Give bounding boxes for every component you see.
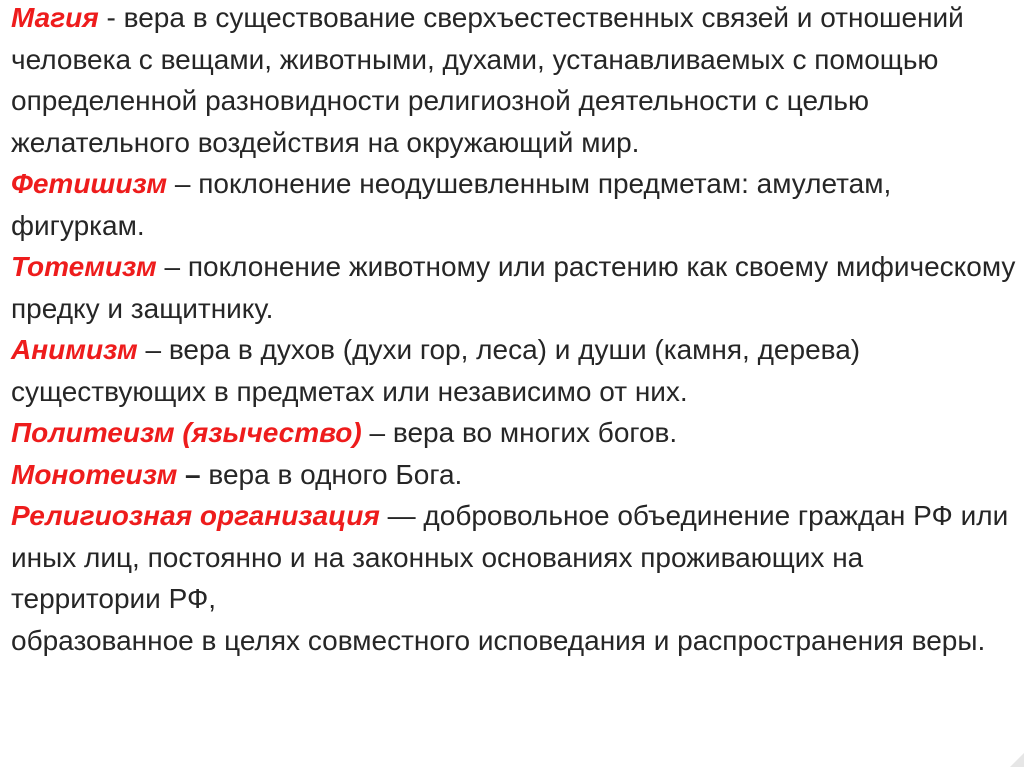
entry-religious-organization	[11, 495, 1016, 620]
term-fetishism: Фетишизм	[11, 168, 168, 199]
term-animism: Анимизм	[11, 334, 138, 365]
page-curl-corner	[1010, 753, 1024, 767]
term-polytheism: Политеизм (язычество)	[11, 417, 362, 448]
term-religious-organization: Религиозная организация	[11, 500, 380, 531]
entry-animism	[11, 329, 1016, 412]
definition-fetishism: поклонение неодушевленным предметам: амулетам, фигуркам.	[11, 168, 892, 241]
entry-magic	[11, 0, 1016, 163]
dash: —	[379, 500, 424, 531]
definition-totemism: поклонение животному или растению как своему мифическому предку и защитнику.	[11, 251, 1016, 324]
definition-polytheism: вера во многих богов.	[392, 417, 678, 448]
term-totemism: Тотемизм	[11, 251, 157, 282]
definition-animism: вера в духов (духи гор, леса) и души (камня, дерева) существующих в предметах или независимо от них.	[11, 334, 861, 407]
definition-magic: вера в существование сверхъестественных связей и отношений человека с вещами, животными, духами, устанавливаемых с помощью определенной разновидности религиозной деятельности с целью желательного воздействия на окружающий мир.	[11, 2, 964, 158]
definition-continuation: образованное в целях совместного исповедания и распространения веры.	[11, 624, 986, 656]
definition-monotheism: вера в одного Бога.	[208, 458, 463, 490]
definition-religious-organization: добровольное объединение граждан РФ или иных лиц, постоянно и на законных основаниях проживающих на территории РФ,	[11, 500, 1009, 614]
entry-monotheism	[11, 454, 1016, 496]
dash: –	[177, 458, 209, 490]
dash: –	[137, 334, 169, 365]
dash: -	[98, 2, 124, 33]
entry-religious-organization-continuation	[11, 620, 1016, 662]
entry-fetishism	[11, 163, 1016, 246]
dash: –	[156, 251, 188, 282]
dash: –	[361, 417, 393, 448]
entry-totemism	[11, 246, 1016, 329]
dash: –	[167, 168, 199, 199]
entry-polytheism	[11, 412, 1016, 454]
term-monotheism: Монотеизм	[11, 458, 178, 490]
slide-content	[11, 0, 1016, 661]
term-magic: Магия	[11, 2, 99, 33]
